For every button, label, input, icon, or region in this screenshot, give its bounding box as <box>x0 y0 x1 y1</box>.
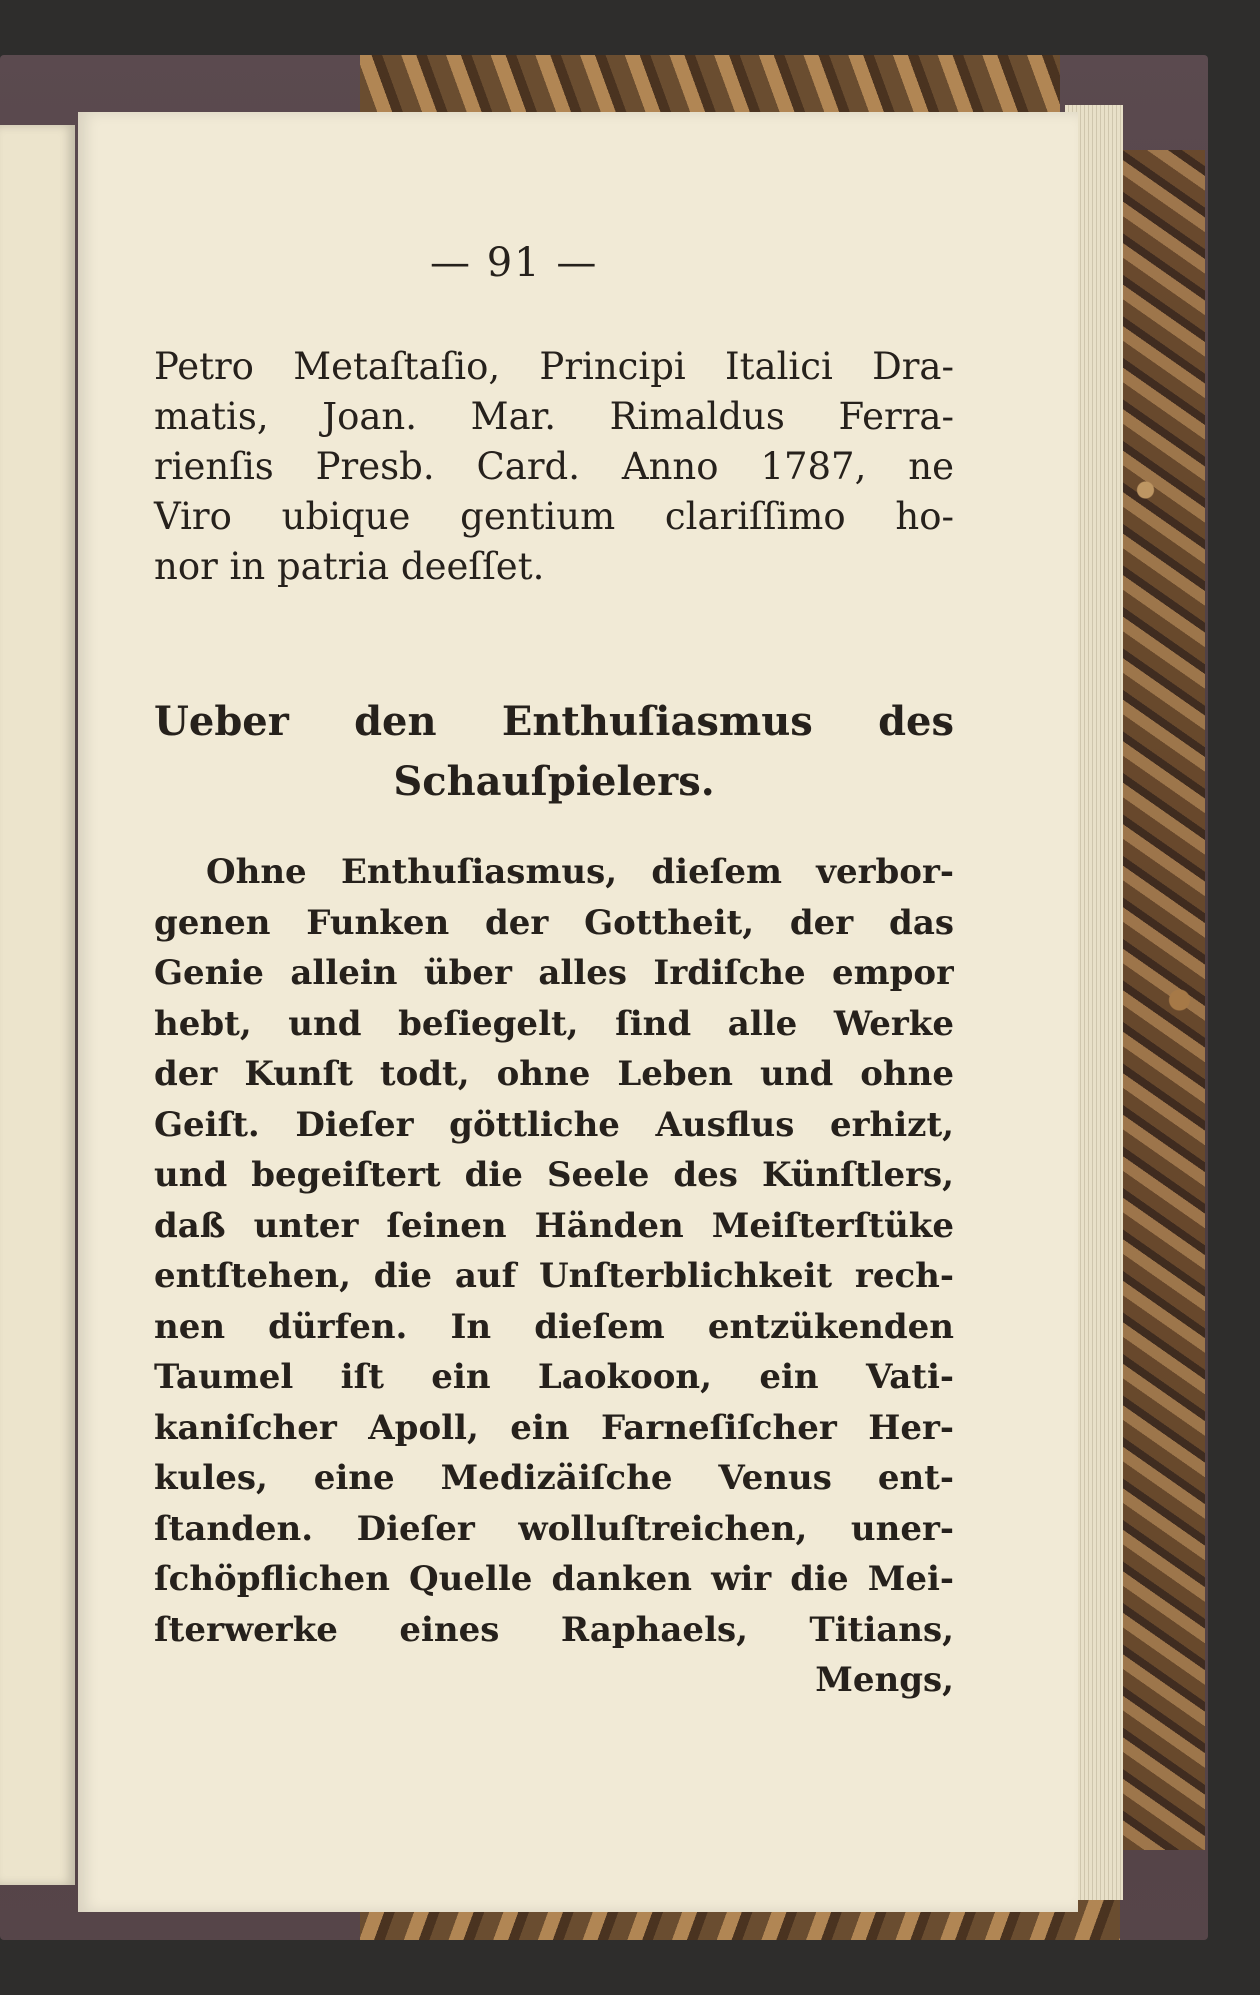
section-heading <box>154 692 954 812</box>
latin-line: rienſis Presb. Card. Anno 1787, ne <box>154 445 954 488</box>
body-line: Genie allein über alles Irdiſche empor <box>154 953 954 993</box>
body-line: ſtanden. Dieſer wolluſtreichen, uner- <box>154 1508 954 1549</box>
catchword: Mengs, <box>815 1660 954 1700</box>
latin-line: nor in patria deeſſet. <box>154 545 545 588</box>
book-page <box>78 112 1078 1912</box>
heading-line: Schauſpielers. <box>393 758 715 805</box>
body-line: Ohne Enthuſiasmus, dieſem verbor- <box>206 852 954 892</box>
latin-line: matis, Joan. Mar. Rimaldus Ferra- <box>154 395 954 438</box>
page-number: — 91 — <box>430 240 599 286</box>
heading-line: Ueber den Enthuſiasmus des <box>154 698 954 745</box>
body-line: und begeiſtert die Seele des Künſtlers, <box>154 1155 954 1195</box>
left-page-sliver <box>0 125 75 1885</box>
marbled-cover-top <box>360 55 1060 117</box>
body-line: hebt, und beſiegelt, ſind alle Werke <box>154 1003 954 1044</box>
body-line: kules, eine Medizäiſche Venus ent- <box>154 1458 954 1498</box>
body-line: genen Funken der Gottheit, der das <box>154 902 954 943</box>
body-line: ſterwerke eines Raphaels, Titians, <box>154 1609 954 1650</box>
latin-line: Petro Metaſtaſio, Principi Italici Dra- <box>154 345 954 388</box>
latin-paragraph <box>154 342 954 592</box>
body-line: nen dürfen. In dieſem entzükenden <box>154 1306 954 1347</box>
body-line: entſtehen, die auf Unſterblichkeit rech- <box>154 1256 954 1296</box>
body-line: Geiſt. Dieſer göttliche Ausflus erhizt, <box>154 1104 954 1145</box>
latin-line: Viro ubique gentium clariſſimo ho- <box>154 495 954 538</box>
body-line: daß unter ſeinen Händen Meiſterſtüke <box>154 1205 954 1246</box>
body-line: ſchöpflichen Quelle danken wir die Mei- <box>154 1559 954 1599</box>
body-paragraph <box>154 847 954 1706</box>
body-line: Taumel iſt ein Laokoon, ein Vati- <box>154 1357 954 1397</box>
marbled-cover-edge <box>1120 150 1205 1850</box>
body-line: kaniſcher Apoll, ein Farneſiſcher Her- <box>154 1407 954 1448</box>
body-line: der Kunſt todt, ohne Leben und ohne <box>154 1054 954 1094</box>
